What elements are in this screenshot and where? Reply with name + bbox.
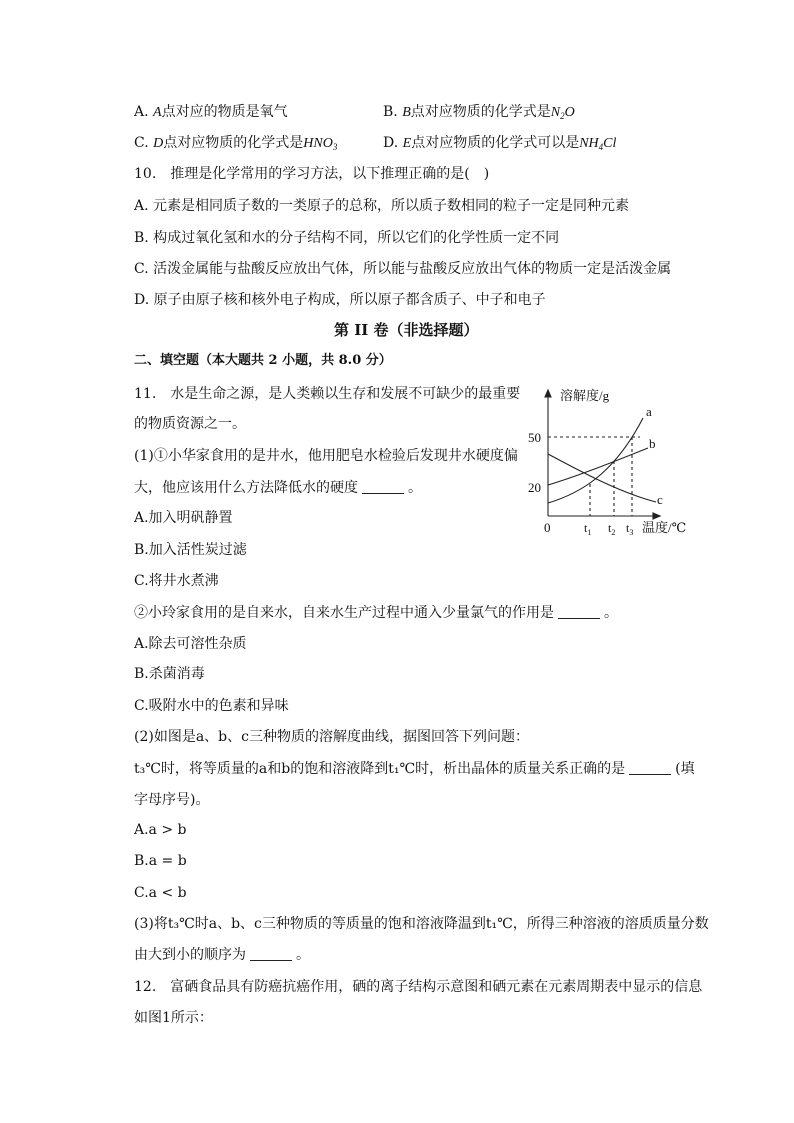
q11-part1-line2: 大，他应该用什么方法降低水的硬度 。 xyxy=(134,480,422,496)
origin-label: 0 xyxy=(544,520,551,535)
q11-part2-option-b: B.杀菌消毒 xyxy=(134,666,205,682)
q10-option-d: D. 原子由原子核和核外电子构成，所以原子都含质子、中子和电子 xyxy=(134,292,546,308)
solubility-chart xyxy=(518,386,698,546)
part-title: 二、填空题（本大题共 2 小题，共 8.0 分） xyxy=(134,353,392,368)
answer-blank[interactable] xyxy=(362,479,404,494)
q10-option-a: A. 元素是相同质子数的一类原子的总称，所以质子数相同的粒子一定是同种元素 xyxy=(134,198,630,214)
q12-line1: 12. 富硒食品具有防癌抗癌作用，硒的离子结构示意图和硒元素在元素周期表中显示的信息 xyxy=(134,979,703,995)
series-a-curve xyxy=(548,418,643,503)
q9-option-a: A. A点对应的物质是氧气 xyxy=(134,104,288,120)
q11-part2-line: ②小玲家食用的是自来水，自来水生产过程中通入少量氯气的作用是 。 xyxy=(134,605,618,621)
q11-part1-line1: (1)①小华家食用的是井水，他用肥皂水检验后发现井水硬度偏 xyxy=(134,448,518,464)
answer-blank[interactable] xyxy=(558,604,600,619)
x-axis-label: 温度/℃ xyxy=(642,520,687,535)
q11-part1-option-b: B.加入活性炭过滤 xyxy=(134,542,247,558)
q9-option-c: C. D点对应物质的化学式是$HNO_3$ xyxy=(134,135,338,152)
q12-line2: 如图1所示： xyxy=(134,1010,213,1026)
y-tick-50: 50 xyxy=(528,430,541,445)
series-c-curve xyxy=(548,454,656,502)
q11-q3-line1: (3)将t₃℃时a、b、c三种物质的等质量的饱和溶液降温到t₁℃，所得三种溶液的溶质质量分数 xyxy=(134,916,709,932)
x-tick-t1: $t_1$ xyxy=(584,521,592,537)
q11-q2-option-b: B.a = b xyxy=(134,853,187,869)
q10-option-b: B. 构成过氧化氢和水的分子结构不同，所以它们的化学性质一定不同 xyxy=(134,230,560,246)
volume-title: 第 II 卷（非选择题） xyxy=(334,321,479,339)
x-axis-arrow xyxy=(653,513,660,519)
q11-q3-line2: 由大到小的顺序为 。 xyxy=(134,947,310,963)
answer-blank[interactable] xyxy=(629,760,671,775)
q11-q2-option-a: A.a > b xyxy=(134,822,187,838)
q11-stem-2: 的物质资源之一。 xyxy=(134,416,246,432)
q11-part1-option-a: A.加入明矾静置 xyxy=(134,510,233,526)
y-tick-20: 20 xyxy=(528,480,541,495)
series-b-label: b xyxy=(649,436,656,451)
q10-option-c: C. 活泼金属能与盐酸反应放出气体，所以能与盐酸反应放出气体的物质一定是活泼金属 xyxy=(134,261,672,277)
series-c-label: c xyxy=(657,492,663,507)
series-a-label: a xyxy=(646,404,652,419)
x-tick-t2: $t_2$ xyxy=(608,521,616,537)
q11-q2-line2: t₃℃时，将等质量的a和b的饱和溶液降到t₁℃时，析出晶体的质量关系正确的是 (填 xyxy=(134,761,695,777)
q11-q2-line3: 字母序号)。 xyxy=(134,792,210,808)
q11-part2-option-a: A.除去可溶性杂质 xyxy=(134,636,247,652)
q11-part2-option-c: C.吸附水中的色素和异味 xyxy=(134,698,289,714)
q9-option-b: B. B点对应物质的化学式是$N_2O$ xyxy=(383,104,575,121)
y-axis-label: 溶解度/g xyxy=(560,388,610,403)
q11-q2-line1: (2)如图是a、b、c三种物质的溶解度曲线，据图回答下列问题： xyxy=(134,729,529,745)
q10-stem: 10. 推理是化学常用的学习方法，以下推理正确的是( ) xyxy=(134,166,490,182)
y-axis-arrow xyxy=(545,390,551,397)
q11-stem-1: 11. 水是生命之源，是人类赖以生存和发展不可缺少的最重要 xyxy=(134,386,521,402)
q11-q2-option-c: C.a < b xyxy=(134,885,187,901)
x-tick-t3: $t_3$ xyxy=(626,521,634,537)
q11-part1-option-c: C.将井水煮沸 xyxy=(134,573,219,589)
q9-option-d: D. E点对应物质的化学式可以是$NH_4Cl$ xyxy=(383,135,617,152)
answer-blank[interactable] xyxy=(250,946,292,961)
